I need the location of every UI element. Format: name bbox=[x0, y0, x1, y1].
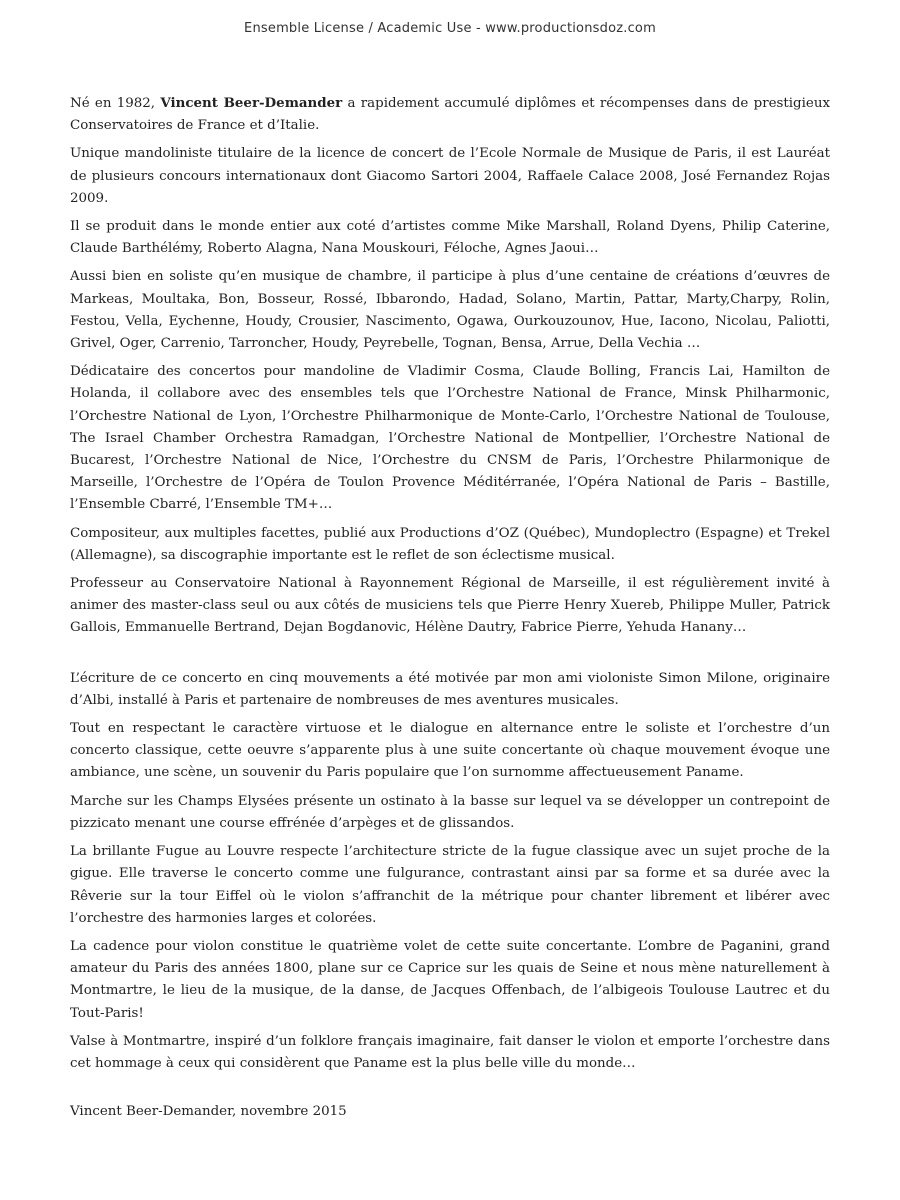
signature: Vincent Beer-Demander, novembre 2015 bbox=[70, 1104, 347, 1120]
section-spacer bbox=[70, 646, 830, 668]
bio-intro-rest: a rapidement accumulé diplômes et récompenses dans de prestigieux Conservatoires de France et d’Italie. bbox=[70, 96, 831, 134]
bio-paragraph-6: Compositeur, aux multiples facettes, publié aux Productions d’OZ (Québec), Mundoplectro (Espagne) et Trekel (Allemagne), sa discographie importante est le reflet de son éclectisme musical. bbox=[70, 525, 830, 563]
notes-paragraph-5: La cadence pour violon constitue le quatrième volet de cette suite concertante. L’ombre de Paganini, grand amateur du Paris des années 1800, plane sur ce Caprice sur les quais de Seine et nous mène naturellement à Montmartre, le lieu de la musique, de la danse, de Jacques Offenbach, de l’albigeois Toulouse Lautrec et du Tout-Paris! bbox=[70, 938, 830, 1021]
composer-name: Vincent Beer-Demander bbox=[160, 95, 343, 111]
notes-paragraph-1: L’écriture de ce concerto en cinq mouvements a été motivée par mon ami violoniste Simon Milone, originaire d’Albi, installé à Paris et partenaire de nombreuses de mes aventures musicales. bbox=[70, 670, 830, 708]
notes-paragraph-3: Marche sur les Champs Elysées présente un ostinato à la basse sur lequel va se développer un contrepoint de pizzicato menant une course effrénée d’arpèges et de glissandos. bbox=[70, 793, 830, 831]
bio-paragraph-7: Professeur au Conservatoire National à Rayonnement Régional de Marseille, il est régulièrement invité à animer des master-class seul ou aux côtés de musiciens tels que Pierre Henry Xuereb, Philippe Muller, Patrick Gallois, Emmanuelle Bertrand, Dejan Bogdanovic, Hélène Dautry, Fabrice Pierre, Yehuda Hanany… bbox=[70, 576, 830, 636]
notes-paragraph-4: La brillante Fugue au Louvre respecte l’architecture stricte de la fugue classique avec un sujet proche de la gigue. Elle traverse le concerto comme une fulgurance, contrastant ainsi par sa forme et sa durée avec la Rêverie sur la tour Eiffel où le violon s’affranchit de la métrique pour chanter librement et libérer avec l’orchestre des harmonies larges et colorées. bbox=[70, 844, 830, 926]
bio-intro-text: Né en 1982, bbox=[70, 96, 161, 111]
bio-paragraph-5: Dédicataire des concertos pour mandoline de Vladimir Cosma, Claude Bolling, Francis Lai, Hamilton de Holanda, il collabore avec des ensembles tels que l’Orchestre National de France, Minsk Philharmonic, l’Orchestre National de Lyon, l’Orchestre Philharmonique de Monte-Carlo, l’Orchestre National de Toulouse, The Israel Chamber Orchestra Ramadgan, l’Orchestre National de Montpellier, l’Orchestre National de Bucarest, l’Orchestre National de Nice, l’Orchestre du CNSM de Paris, l’Orchestre Philarmonique de Marseille, l’Orchestre de l’Opéra de Toulon Provence Méditérranée, l’Opéra National de Paris – Bastille, l’Ensemble Cbarré, l’Ensemble TM+… bbox=[70, 364, 830, 513]
notes-paragraph-6: Valse à Montmartre, inspiré d’un folklore français imaginaire, fait danser le violon et emporte l’orchestre dans cet hommage à ceux qui considèrent que Paname est la plus belle ville du monde… bbox=[70, 1033, 830, 1071]
bio-paragraph-3: Il se produit dans le monde entier aux coté d’artistes comme Mike Marshall, Roland Dyens, Philip Caterine, Claude Barthélémy, Roberto Alagna, Nana Mouskouri, Féloche, Agnes Jaoui… bbox=[70, 219, 830, 257]
bio-paragraph-1 bbox=[70, 92, 830, 137]
notes-paragraph-2: Tout en respectant le caractère virtuose et le dialogue en alternance entre le soliste et l’orchestre d’un concerto classique, cette oeuvre s’apparente plus à une suite concertante où chaque mouvement évoque une ambiance, une scène, un souvenir du Paris populaire que l’on surnomme affectueusement Paname. bbox=[70, 721, 830, 781]
license-header: Ensemble License / Academic Use - www.productionsdoz.com bbox=[244, 21, 656, 36]
bio-paragraph-2: Unique mandoliniste titulaire de la licence de concert de l’Ecole Normale de Musique de Paris, il est Lauréat de plusieurs concours internationaux dont Giacomo Sartori 2004, Raffaele Calace 2008, José Fernandez Rojas 2009. bbox=[70, 146, 830, 206]
document-body bbox=[70, 92, 830, 1129]
bio-paragraph-4: Aussi bien en soliste qu’en musique de chambre, il participe à plus d’une centaine de créations d’œuvres de Markeas, Moultaka, Bon, Bosseur, Rossé, Ibbarondo, Hadad, Solano, Martin, Pattar, Marty,Charpy, Rolin, Festou, Vella, Eychenne, Houdy, Crousier, Nascimento, Ogawa, Ourkouzounov, Hue, Iacono, Nicolau, Paliotti, Grivel, Oger, Carrenio, Tarroncher, Houdy, Peyrebelle, Tognan, Bensa, Arrue, Della Vechia … bbox=[70, 269, 830, 352]
